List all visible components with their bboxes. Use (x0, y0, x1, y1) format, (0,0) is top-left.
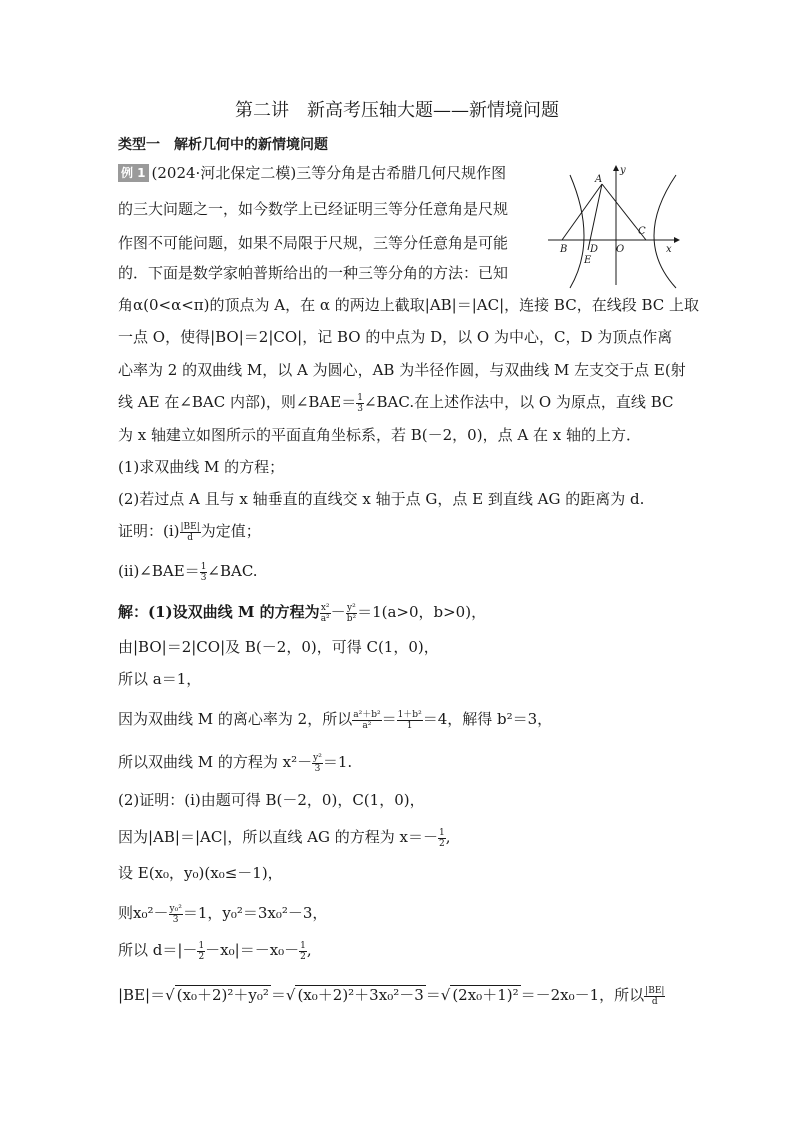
solution-line-1: 解：(1)设双曲线 M 的方程为 $\frac{\text{x²}}{\text{a²}}$ － $\frac{\text{y²}}{\text{b²}}$ ＝1(a>0，b>0)， (118, 602, 487, 624)
label-a: A (595, 174, 603, 185)
problem-line-5: 角α(0<α<π)的顶点为 A，在 α 的两边上截取|AB|＝|AC|，连接 BC，在线段 BC 上取 (118, 296, 700, 314)
label-o: O (616, 244, 625, 255)
problem-line-7: 心率为 2 的双曲线 M，以 A 为圆心，AB 为半径作圆，与双曲线 M 左支交于点 E(射 (118, 361, 686, 379)
label-x: x (666, 244, 672, 255)
section-heading: 类型一 解析几何中的新情境问题 (118, 137, 328, 153)
fraction-y2-b2: $\frac{\text{y²}}{\text{b²}}$ (346, 602, 357, 624)
page-title: 第二讲 新高考压轴大题——新情境问题 (235, 100, 559, 121)
label-c: C (638, 226, 646, 237)
solution-line-9: 则x₀²－ $\frac{\text{y₀²}}{3}$ ＝1，y₀²＝3x₀²－3， (118, 903, 328, 925)
solution-line-7: 因为|AB|＝|AC|，所以直线 AG 的方程为 x＝－ $\frac{1}{2}$ , (118, 827, 451, 849)
solution-line-3: 所以 a＝1， (118, 670, 202, 688)
fraction-y0sq-3: $\frac{\text{y₀²}}{3}$ (169, 903, 182, 925)
fraction-half: $\frac{1}{2}$ (438, 827, 445, 849)
example-badge: 例 1 (118, 164, 149, 182)
fraction-one-plus-b: $\frac{\text{1＋b²}}{1}$ (397, 709, 422, 731)
solution-line-10: 所以 d＝|－ $\frac{1}{2}$ －x₀|＝－x₀－ $\frac{1}{2}$ , (118, 940, 312, 962)
radical-2: (x₀＋2)²＋3x₀²－3 (297, 986, 424, 1004)
solution-line-4: 因为双曲线 M 的离心率为 2，所以 $\frac{\text{a²＋b²}}{\text{a²}}$ ＝ $\frac{\text{1＋b²}}{1}$ ＝4，解得 b²＝3， (118, 709, 553, 731)
problem-line-3: 作图不可能问题，如果不局限于尺规，三等分任意角是可能 (118, 234, 509, 252)
x-axis-arrow (674, 237, 680, 243)
problem-line-2: 的三大问题之一，如今数学上已经证明三等分任意角是尺规 (118, 200, 509, 218)
fraction-one-third: $\frac{1}{3}$ (357, 392, 363, 414)
problem-line-6: 一点 O，使得|BO|＝2|CO|，记 BO 的中点为 D，以 O 为中心，C，D 为顶点作离 (118, 328, 673, 346)
solution-line-5: 所以双曲线 M 的方程为 x²－ $\frac{\text{y²}}{3}$ ＝1. (118, 752, 353, 774)
fraction-y2-3: $\frac{\text{y²}}{3}$ (313, 752, 322, 774)
problem-line-9: 为 x 轴建立如图所示的平面直角坐标系，若 B(－2，0)，点 A 在 x 轴的上方． (118, 426, 641, 444)
fraction-half: $\frac{1}{2}$ (198, 940, 205, 962)
problem-line-8: 线 AE 在∠BAC 内部)，则∠BAE＝ $\frac{1}{3}$ ∠BAC.在上述作法中，以 O 为原点，直线 BC (118, 392, 674, 414)
solution-line-2: 由|BO|＝2|CO|及 B(－2，0)，可得 C(1，0)， (118, 638, 439, 656)
label-d: D (590, 244, 599, 255)
question-2-ii: (ⅱ)∠BAE＝ $\frac{1}{3}$ ∠BAC. (118, 561, 258, 583)
coordinate-figure (548, 160, 688, 290)
question-2-i: 证明：(ⅰ) $\frac{|BE|}{d}$ 为定值； (118, 521, 261, 543)
fraction-be-over-d: $\frac{|BE|}{d}$ (180, 521, 200, 543)
solution-line-6: (2)证明：(ⅰ)由题可得 B(－2，0)，C(1，0)， (118, 791, 425, 809)
y-axis-arrow (613, 165, 619, 171)
solution-line-11: |BE|＝√ (x₀＋2)²＋y₀² ＝√ (x₀＋2)²＋3x₀²－3 ＝√ (2x₀＋1)² ＝－2x₀－1，所以 $\frac{|BE|}{d}$ (118, 985, 665, 1007)
label-y: y (620, 165, 626, 176)
fraction-x2-a2: $\frac{\text{x²}}{\text{a²}}$ (320, 602, 330, 624)
fraction-ab-over-a: $\frac{\text{a²＋b²}}{\text{a²}}$ (353, 709, 381, 731)
radical-3: (2x₀＋1)² (452, 986, 519, 1004)
question-1: (1)求双曲线 M 的方程； (118, 458, 285, 476)
question-2: (2)若过点 A 且与 x 轴垂直的直线交 x 轴于点 G，点 E 到直线 AG 的距离为 d. (118, 490, 645, 508)
solution-line-8: 设 E(x₀，y₀)(x₀≤－1)， (118, 864, 283, 882)
hyperbola-left-branch (570, 175, 584, 288)
fraction-half: $\frac{1}{2}$ (300, 940, 306, 962)
label-e: E (584, 255, 592, 266)
problem-line-1: 例 1 (2024·河北保定二模)三等分角是古希腊几何尺规作图 (118, 163, 506, 183)
radical-1: (x₀＋2)²＋y₀² (176, 986, 269, 1004)
fraction-one-third: $\frac{1}{3}$ (200, 561, 207, 583)
hyperbola-right-branch (654, 175, 676, 288)
problem-line-4: 的．下面是数学家帕普斯给出的一种三等分角的方法：已知 (118, 264, 509, 282)
fraction-be-over-d: $\frac{|BE|}{d}$ (645, 985, 665, 1007)
label-b: B (560, 244, 568, 255)
